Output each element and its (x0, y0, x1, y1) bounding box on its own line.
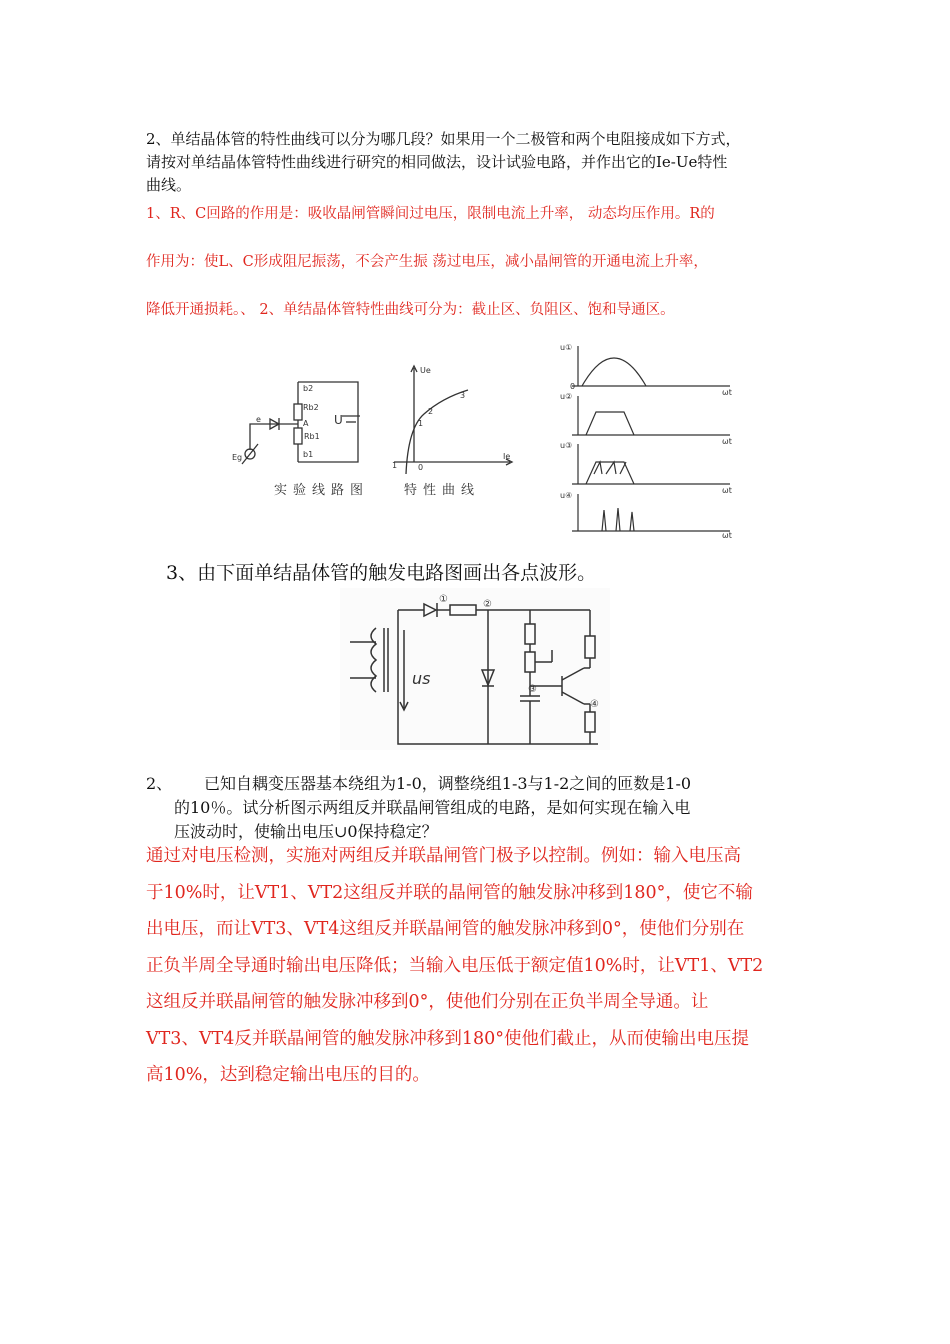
answer-2 (146, 838, 763, 1094)
curve-point-3: 3 (460, 391, 466, 400)
circuit-caption: 实验线路图 (274, 483, 370, 498)
question-2-line-2: 请按对单结晶体管特性曲线进行研究的相同做法，设计试验电路，并作出它的Ie-Ue特性 (146, 153, 728, 171)
characteristic-curve (394, 366, 512, 474)
answer-2-line-4: 正负半周全导通时输出电压降低；当输入电压低于额定值10%时，让VT1、VT2 (146, 955, 764, 976)
label-a: A (303, 419, 309, 428)
answer-1 (146, 190, 715, 334)
curve-label-ie: Ie (503, 452, 511, 461)
node-label-3: ③ (528, 684, 537, 695)
waveform-label-2: u② (560, 392, 573, 401)
label-b1: b1 (303, 450, 314, 459)
curve-point-left: 1 (392, 461, 398, 470)
answer-1-line-2: 作用为：使L、C形成阻尼振荡，不会产生振 荡过电压，减小晶闸管的开通电流上升率， (146, 254, 708, 270)
waveform-axis-1: ωt (722, 388, 732, 397)
label-u: U (334, 413, 343, 427)
waveform-label-1: u① (560, 343, 573, 352)
waveform-origin: 0 (570, 382, 576, 391)
question-2b-line-3: 压波动时，使输出电压∪0保持稳定？ (174, 822, 438, 841)
curve-point-1: 1 (418, 419, 424, 428)
node-label-2: ② (483, 599, 492, 610)
answer-2-line-2: 于10%时，让VT1、VT2这组反并联的晶闸管的触发脉冲移到180°，使它不输 (146, 882, 753, 903)
answer-2-line-6: VT3、VT4反并联晶闸管的触发脉冲移到180°使他们截止，从而使输出电压提 (146, 1028, 750, 1049)
curve-origin: 0 (418, 463, 424, 472)
answer-2-line-7: 高10%，达到稳定输出电压的目的。 (146, 1065, 430, 1085)
answer-2-line-1: 通过对电压检测，实施对两组反并联晶闸管门极予以控制。例如：输入电压高 (146, 846, 741, 866)
label-rb1: Rb1 (304, 432, 320, 441)
answer-1-line-3: 降低开通损耗。、 2、单结晶体管特性曲线可分为：截止区、负阻区、饱和导通区。 (146, 302, 675, 318)
waveform-label-4: u④ (560, 491, 573, 500)
question-2b-number: 2、 (146, 774, 173, 793)
label-b2: b2 (303, 384, 314, 393)
waveform-axis-4: ωt (722, 531, 732, 538)
question-2b-line-1: 已知自耦变压器基本绕组为1-0，调整绕组1-3与1-2之间的匝数是1-0 (204, 774, 692, 793)
label-rb2: Rb2 (303, 403, 319, 412)
us-label: us (412, 669, 431, 688)
waveform-axis-3: ωt (722, 486, 732, 495)
curve-label-ue: Ue (420, 366, 431, 375)
node-label-4: ④ (590, 699, 599, 710)
figure-2 (340, 588, 610, 750)
question-2 (146, 128, 741, 197)
curve-point-2: 2 (428, 407, 434, 416)
waveforms (572, 346, 730, 531)
answer-2-line-3: 出电压，而让VT3、VT4这组反并联晶闸管的触发脉冲移到0°，使他们分别在 (146, 919, 745, 939)
question-2-line-1: 2、单结晶体管的特性曲线可以分为哪几段？如果用一个二极管和两个电阻接成如下方式， (146, 130, 741, 148)
waveform-label-3: u③ (560, 441, 573, 450)
figure-1 (210, 338, 750, 538)
question-3-title: 3、由下面单结晶体管的触发电路图画出各点波形。 (166, 562, 597, 584)
waveform-axis-2: ωt (722, 437, 732, 446)
node-label-1: ① (439, 594, 448, 605)
curve-caption: 特性曲线 (404, 483, 481, 498)
label-e: e (256, 415, 261, 424)
question-2-line-3: 曲线。 (146, 176, 192, 194)
question-2b-line-2: 的10％。试分析图示两组反并联晶闸管组成的电路，是如何实现在输入电 (174, 798, 691, 817)
answer-1-line-1: 1、R、C回路的作用是：吸收晶闸管瞬间过电压，限制电流上升率， 动态均压作用。R的 (146, 206, 715, 222)
answer-2-line-5: 这组反并联晶闸管的触发脉冲移到0°，使他们分别在正负半周全导通。让 (146, 992, 709, 1012)
label-eg: Eg (232, 453, 243, 462)
